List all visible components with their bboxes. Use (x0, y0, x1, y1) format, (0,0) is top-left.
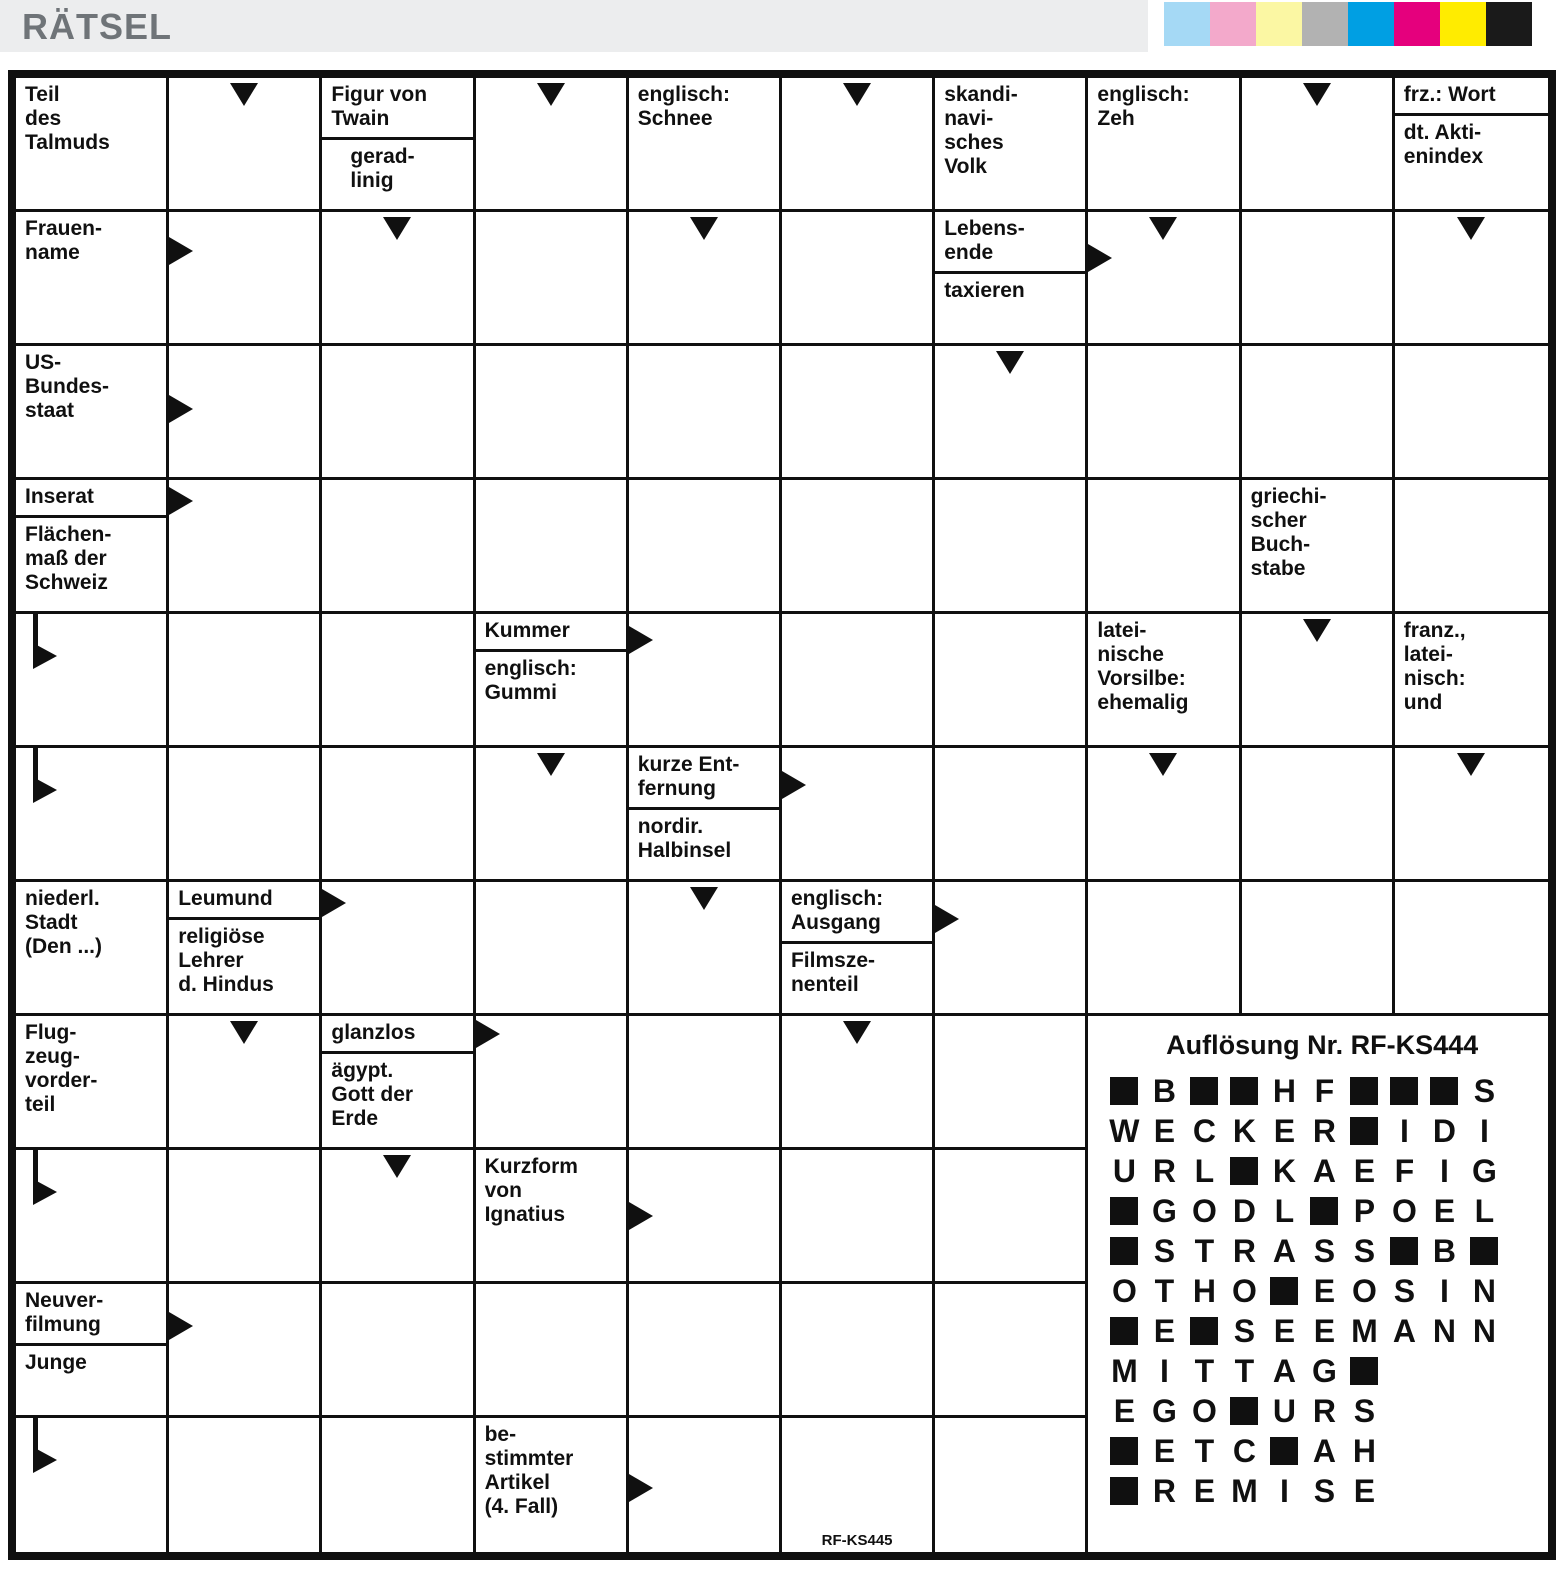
arrow-down-icon (383, 1155, 411, 1178)
answer-cell-r8c4[interactable] (476, 1016, 629, 1150)
clue-text: kurze Ent- fernung (637, 753, 740, 801)
solution-letter: H (1352, 1433, 1376, 1469)
solution-row (1104, 1431, 1540, 1471)
solution-row (1104, 1351, 1540, 1391)
answer-cell-r11c3[interactable] (322, 1418, 475, 1552)
clue-text: Flug- zeug- vorder- teil (25, 1021, 98, 1117)
answer-cell-r11c2[interactable] (169, 1418, 322, 1552)
solution-block (1104, 1437, 1144, 1465)
arrow-down-icon (1457, 753, 1485, 776)
answer-cell-r4c8[interactable] (1088, 480, 1241, 614)
arrow-down-icon (383, 217, 411, 240)
solution-letter: N (1472, 1313, 1496, 1349)
arrow-down-right-icon (33, 748, 79, 810)
solution-letter: G (1471, 1153, 1497, 1189)
solution-letter: T (1234, 1353, 1255, 1389)
solution-letter: N (1432, 1313, 1456, 1349)
arrow-down-icon (1149, 217, 1177, 240)
arrow-right-icon (629, 626, 653, 654)
solution-block (1344, 1117, 1384, 1145)
solution-letter: E (1113, 1393, 1136, 1429)
answer-cell-r9c7[interactable] (935, 1150, 1088, 1284)
answer-cell-r5c5[interactable] (629, 614, 782, 748)
answer-cell-r3c4[interactable] (476, 346, 629, 480)
solution-letter: I (1159, 1353, 1169, 1389)
answer-cell-r1c9[interactable] (1242, 78, 1395, 212)
solution-letter: E (1273, 1113, 1296, 1149)
solution-letter: E (1153, 1313, 1176, 1349)
answer-cell-r7c5[interactable] (629, 882, 782, 1016)
answer-cell-r10c2[interactable] (169, 1284, 322, 1418)
clue-text: nordir. Halbinsel (629, 807, 779, 869)
color-swatch-1 (1164, 2, 1210, 46)
clue-text: US- Bundes- staat (25, 351, 109, 423)
clue-cell-r11c4 (476, 1418, 629, 1552)
answer-cell-r9c3[interactable] (322, 1150, 475, 1284)
answer-cell-r6c10[interactable] (1395, 748, 1548, 882)
answer-cell-r1c2[interactable] (169, 78, 322, 212)
clue-text: frz.: Wort (1403, 83, 1496, 106)
arrow-down-icon (537, 753, 565, 776)
clue-text: Lebens- ende (944, 217, 1025, 265)
color-swatch-6 (1394, 2, 1440, 46)
puzzle-id: RF-KS445 (821, 1532, 893, 1549)
solution-letter: S (1153, 1233, 1176, 1269)
solution-letter: M (1231, 1473, 1258, 1509)
arrow-right-icon (169, 1312, 193, 1340)
answer-cell-r7c9[interactable] (1242, 882, 1395, 1016)
color-swatch-5 (1348, 2, 1394, 46)
solution-letter: R (1312, 1113, 1336, 1149)
clue-cell-r3c1 (16, 346, 169, 480)
solution-letter: B (1432, 1233, 1456, 1269)
solution-letter: L (1274, 1193, 1295, 1229)
answer-cell-r7c7[interactable] (935, 882, 1088, 1016)
answer-cell-r1c6[interactable] (782, 78, 935, 212)
clue-text: taxieren (935, 271, 1085, 309)
answer-cell-r8c5[interactable] (629, 1016, 782, 1150)
clue-text: englisch: Gummi (476, 649, 626, 711)
answer-cell-r8c7[interactable] (935, 1016, 1088, 1150)
solution-letter: M (1351, 1313, 1378, 1349)
solution-letter: C (1232, 1433, 1256, 1469)
clue-cell-r8c1 (16, 1016, 169, 1150)
solution-letter: O (1111, 1273, 1137, 1309)
solution-letter: K (1272, 1153, 1296, 1189)
clue-cell-r1c3 (322, 78, 475, 212)
solution-block (1104, 1197, 1144, 1225)
arrow-down-icon (843, 83, 871, 106)
solution-letter: C (1192, 1113, 1216, 1149)
answer-cell-r6c4[interactable] (476, 748, 629, 882)
answer-cell-r2c10[interactable] (1395, 212, 1548, 346)
solution-letter: D (1232, 1193, 1256, 1229)
solution-letter: G (1311, 1353, 1337, 1389)
clue-text: Teil des Talmuds (25, 83, 110, 155)
solution-block (1344, 1357, 1384, 1385)
answer-cell-r4c6[interactable] (782, 480, 935, 614)
answer-cell-r4c5[interactable] (629, 480, 782, 614)
answer-cell-r10c6[interactable] (782, 1284, 935, 1418)
solution-row (1104, 1271, 1540, 1311)
answer-cell-r3c6[interactable] (782, 346, 935, 480)
arrow-right-icon (322, 889, 346, 917)
arrow-right-icon (169, 487, 193, 515)
answer-cell-r11c5[interactable] (629, 1418, 782, 1552)
clue-text: skandi- navi- sches Volk (944, 83, 1018, 179)
solution-block (1264, 1437, 1304, 1465)
solution-block (1104, 1237, 1144, 1265)
clue-text: Frauen- name (25, 217, 103, 265)
solution-block (1104, 1317, 1144, 1345)
arrow-right-icon (629, 1202, 653, 1230)
solution-letter: W (1109, 1113, 1140, 1149)
answer-cell-r2c9[interactable] (1242, 212, 1395, 346)
clue-text: latei- nische Vorsilbe: ehemalig (1097, 619, 1189, 715)
color-swatch-8 (1486, 2, 1532, 46)
solution-letter: A (1272, 1353, 1296, 1389)
answer-cell-r10c5[interactable] (629, 1284, 782, 1418)
solution-row (1104, 1471, 1540, 1511)
solution-block (1184, 1317, 1224, 1345)
answer-cell-r4c2[interactable] (169, 480, 322, 614)
crossword-grid (8, 70, 1556, 1560)
answer-cell-r9c2[interactable] (169, 1150, 322, 1284)
solution-letter: A (1272, 1233, 1296, 1269)
clue-cell-r1c10 (1395, 78, 1548, 212)
clue-text: Kummer (484, 619, 570, 642)
clue-cell-r1c7 (935, 78, 1088, 212)
solution-letter: H (1272, 1073, 1296, 1109)
clue-cell-r1c8 (1088, 78, 1241, 212)
clue-cell-r5c4 (476, 614, 629, 748)
clue-cell-r8c3 (322, 1016, 475, 1150)
answer-cell-r4c10[interactable] (1395, 480, 1548, 614)
solution-row (1104, 1071, 1540, 1111)
solution-block (1264, 1277, 1304, 1305)
color-swatch-3 (1256, 2, 1302, 46)
solution-letter: U (1112, 1153, 1136, 1189)
solution-letter: R (1312, 1393, 1336, 1429)
answer-cell-r2c4[interactable] (476, 212, 629, 346)
answer-cell-r6c9[interactable] (1242, 748, 1395, 882)
answer-cell-r3c5[interactable] (629, 346, 782, 480)
answer-cell-r4c4[interactable] (476, 480, 629, 614)
solution-letter: M (1111, 1353, 1138, 1389)
answer-cell-r5c9[interactable] (1242, 614, 1395, 748)
arrow-down-icon (1457, 217, 1485, 240)
clue-cell-r7c6 (782, 882, 935, 1016)
solution-letter: S (1233, 1313, 1256, 1349)
answer-cell-r4c3[interactable] (322, 480, 475, 614)
clue-text: franz., latei- nisch: und (1403, 619, 1466, 715)
answer-cell-r9c1[interactable] (16, 1150, 169, 1284)
clue-text: Inserat (25, 485, 94, 508)
arrow-right-icon (935, 905, 959, 933)
clue-cell-r6c5 (629, 748, 782, 882)
solution-block (1424, 1077, 1464, 1105)
answer-cell-r6c8[interactable] (1088, 748, 1241, 882)
clue-text: gerad- linig (322, 137, 472, 199)
solution-block (1184, 1077, 1224, 1105)
answer-cell-r5c1[interactable] (16, 614, 169, 748)
answer-cell-r9c6[interactable] (782, 1150, 935, 1284)
solution-letter: K (1232, 1113, 1256, 1149)
solution-letter: D (1432, 1113, 1456, 1149)
solution-letter: E (1353, 1153, 1376, 1189)
solution-letter: L (1474, 1193, 1495, 1229)
answer-cell-r2c8[interactable] (1088, 212, 1241, 346)
answer-cell-r1c4[interactable] (476, 78, 629, 212)
solution-letter: S (1313, 1473, 1336, 1509)
clue-cell-r1c5 (629, 78, 782, 212)
answer-cell-r10c7[interactable] (935, 1284, 1088, 1418)
arrow-right-icon (169, 395, 193, 423)
color-swatch-4 (1302, 2, 1348, 46)
answer-cell-r3c3[interactable] (322, 346, 475, 480)
answer-cell-r8c6[interactable] (782, 1016, 935, 1150)
solution-letter: O (1351, 1273, 1377, 1309)
solution-letter: E (1273, 1313, 1296, 1349)
solution-block (1224, 1077, 1264, 1105)
clue-text: glanzlos (331, 1021, 416, 1044)
clue-text: Junge (16, 1343, 166, 1381)
solution-letter: T (1154, 1273, 1175, 1309)
solution-letter: I (1399, 1113, 1409, 1149)
solution-letter: R (1152, 1153, 1176, 1189)
solution-letter: I (1439, 1273, 1449, 1309)
solution-letter: E (1153, 1113, 1176, 1149)
clue-cell-r4c1 (16, 480, 169, 614)
solution-letter: S (1353, 1233, 1376, 1269)
solution-letter: E (1433, 1193, 1456, 1229)
answer-cell-r7c3[interactable] (322, 882, 475, 1016)
page-title: RÄTSEL (22, 6, 172, 47)
clue-cell-r7c2 (169, 882, 322, 1016)
solution-letter: O (1191, 1193, 1217, 1229)
answer-cell-r4c7[interactable] (935, 480, 1088, 614)
arrow-down-icon (230, 83, 258, 106)
arrow-right-icon (169, 237, 193, 265)
answer-cell-r3c9[interactable] (1242, 346, 1395, 480)
answer-cell-r5c2[interactable] (169, 614, 322, 748)
solution-letter: F (1314, 1073, 1335, 1109)
solution-letter: I (1479, 1113, 1489, 1149)
color-swatch-2 (1210, 2, 1256, 46)
arrow-down-icon (1303, 619, 1331, 642)
clue-text: dt. Akti- enindex (1395, 113, 1548, 175)
arrow-down-icon (996, 351, 1024, 374)
masthead-background (0, 0, 1148, 52)
clue-cell-r2c7 (935, 212, 1088, 346)
solution-letter: I (1279, 1473, 1289, 1509)
clue-text: ägypt. Gott der Erde (322, 1051, 472, 1137)
answer-cell-r11c1[interactable] (16, 1418, 169, 1552)
solution-title: Auflösung Nr. RF-KS444 (1166, 1030, 1479, 1060)
solution-letter: A (1312, 1433, 1336, 1469)
answer-cell-r6c7[interactable] (935, 748, 1088, 882)
solution-row (1104, 1391, 1540, 1431)
solution-letter: N (1472, 1273, 1496, 1309)
solution-block (1224, 1397, 1264, 1425)
answer-cell-r3c2[interactable] (169, 346, 322, 480)
answer-cell-r6c2[interactable] (169, 748, 322, 882)
solution-letter: T (1194, 1433, 1215, 1469)
solution-letter: T (1194, 1233, 1215, 1269)
solution-row (1104, 1151, 1540, 1191)
solution-letter: S (1313, 1233, 1336, 1269)
clue-cell-r7c1 (16, 882, 169, 1016)
arrow-down-icon (690, 887, 718, 910)
answer-cell-r5c6[interactable] (782, 614, 935, 748)
answer-cell-r7c4[interactable] (476, 882, 629, 1016)
answer-cell-r2c5[interactable] (629, 212, 782, 346)
answer-cell-r10c4[interactable] (476, 1284, 629, 1418)
solution-row (1104, 1231, 1540, 1271)
clue-cell-r1c1 (16, 78, 169, 212)
answer-cell-r6c1[interactable] (16, 748, 169, 882)
solution-letter: F (1394, 1153, 1415, 1189)
color-swatch-7 (1440, 2, 1486, 46)
solution-row (1104, 1111, 1540, 1151)
clue-cell-r10c1 (16, 1284, 169, 1418)
solution-letter: E (1153, 1433, 1176, 1469)
solution-letter: O (1391, 1193, 1417, 1229)
clue-text: Leumund (178, 887, 273, 910)
solution-letter: E (1313, 1313, 1336, 1349)
answer-cell-r11c6[interactable] (782, 1418, 935, 1552)
solution-letter: O (1191, 1393, 1217, 1429)
solution-letter: S (1353, 1393, 1376, 1429)
clue-text: Filmsze- nenteil (782, 941, 932, 1003)
answer-cell-r2c2[interactable] (169, 212, 322, 346)
answer-cell-r8c2[interactable] (169, 1016, 322, 1150)
solution-letter: T (1194, 1353, 1215, 1389)
solution-letter: S (1393, 1273, 1416, 1309)
solution-row (1104, 1311, 1540, 1351)
solution-letter: G (1151, 1393, 1177, 1429)
solution-letter: E (1353, 1473, 1376, 1509)
arrow-down-right-icon (33, 1150, 79, 1212)
solution-letter: A (1392, 1313, 1416, 1349)
answer-cell-r7c10[interactable] (1395, 882, 1548, 1016)
solution-letter: B (1152, 1073, 1176, 1109)
arrow-right-icon (629, 1474, 653, 1502)
solution-letter: G (1151, 1193, 1177, 1229)
solution-letter: L (1194, 1153, 1215, 1189)
clue-text: Neuver- filmung (25, 1289, 104, 1337)
clue-text: Flächen- maß der Schweiz (16, 515, 166, 601)
clue-cell-r5c8 (1088, 614, 1241, 748)
solution-block (1104, 1077, 1144, 1105)
answer-cell-r2c6[interactable] (782, 212, 935, 346)
solution-letter: O (1231, 1273, 1257, 1309)
clue-text: be- stimmter Artikel (4. Fall) (484, 1423, 574, 1519)
arrow-right-icon (1088, 244, 1112, 272)
solution-letter: E (1193, 1473, 1216, 1509)
arrow-down-icon (843, 1021, 871, 1044)
clue-text: niederl. Stadt (Den ...) (25, 887, 102, 959)
solution-block (1304, 1197, 1344, 1225)
solution-letter: I (1439, 1153, 1449, 1189)
arrow-down-right-icon (33, 1418, 79, 1480)
answer-cell-r2c3[interactable] (322, 212, 475, 346)
clue-cell-r9c4 (476, 1150, 629, 1284)
clue-text: englisch: Schnee (637, 83, 730, 131)
answer-cell-r10c3[interactable] (322, 1284, 475, 1418)
arrow-down-icon (1149, 753, 1177, 776)
solution-row (1104, 1191, 1540, 1231)
answer-cell-r5c7[interactable] (935, 614, 1088, 748)
clue-cell-r2c1 (16, 212, 169, 346)
solution-letter: R (1152, 1473, 1176, 1509)
clue-text: religiöse Lehrer d. Hindus (169, 917, 319, 1003)
solution-block (1344, 1077, 1384, 1105)
answer-cell-r9c5[interactable] (629, 1150, 782, 1284)
color-calibration-bar (1164, 2, 1532, 46)
solution-block (1224, 1157, 1264, 1185)
clue-text: englisch: Ausgang (790, 887, 884, 935)
masthead (0, 0, 1565, 52)
answer-cell-r7c8[interactable] (1088, 882, 1241, 1016)
arrow-down-icon (230, 1021, 258, 1044)
clue-cell-r4c9 (1242, 480, 1395, 614)
arrow-down-icon (1303, 83, 1331, 106)
answer-cell-r11c7[interactable] (935, 1418, 1088, 1552)
arrow-down-icon (690, 217, 718, 240)
arrow-right-icon (782, 771, 806, 799)
solution-block (1384, 1077, 1424, 1105)
solution-letter: U (1272, 1393, 1296, 1429)
solution-box (1088, 1016, 1548, 1552)
arrow-down-right-icon (33, 614, 79, 676)
solution-letter: S (1473, 1073, 1496, 1109)
clue-text: Figur von Twain (331, 83, 428, 131)
solution-block (1464, 1237, 1504, 1265)
answer-cell-r3c10[interactable] (1395, 346, 1548, 480)
arrow-down-icon (537, 83, 565, 106)
arrow-right-icon (476, 1020, 500, 1048)
solution-block (1104, 1477, 1144, 1505)
answer-cell-r3c8[interactable] (1088, 346, 1241, 480)
clue-text: englisch: Zeh (1097, 83, 1190, 131)
solution-letter: A (1312, 1153, 1336, 1189)
clue-text: Kurzform von Ignatius (484, 1155, 578, 1227)
clue-cell-r5c10 (1395, 614, 1548, 748)
solution-letter: P (1353, 1193, 1376, 1229)
solution-block (1384, 1237, 1424, 1265)
clue-text: griechi- scher Buch- stabe (1250, 485, 1327, 581)
solution-letter: E (1313, 1273, 1336, 1309)
answer-cell-r6c6[interactable] (782, 748, 935, 882)
answer-cell-r6c3[interactable] (322, 748, 475, 882)
answer-cell-r3c7[interactable] (935, 346, 1088, 480)
solution-letter: H (1192, 1273, 1216, 1309)
answer-cell-r5c3[interactable] (322, 614, 475, 748)
solution-letter: R (1232, 1233, 1256, 1269)
